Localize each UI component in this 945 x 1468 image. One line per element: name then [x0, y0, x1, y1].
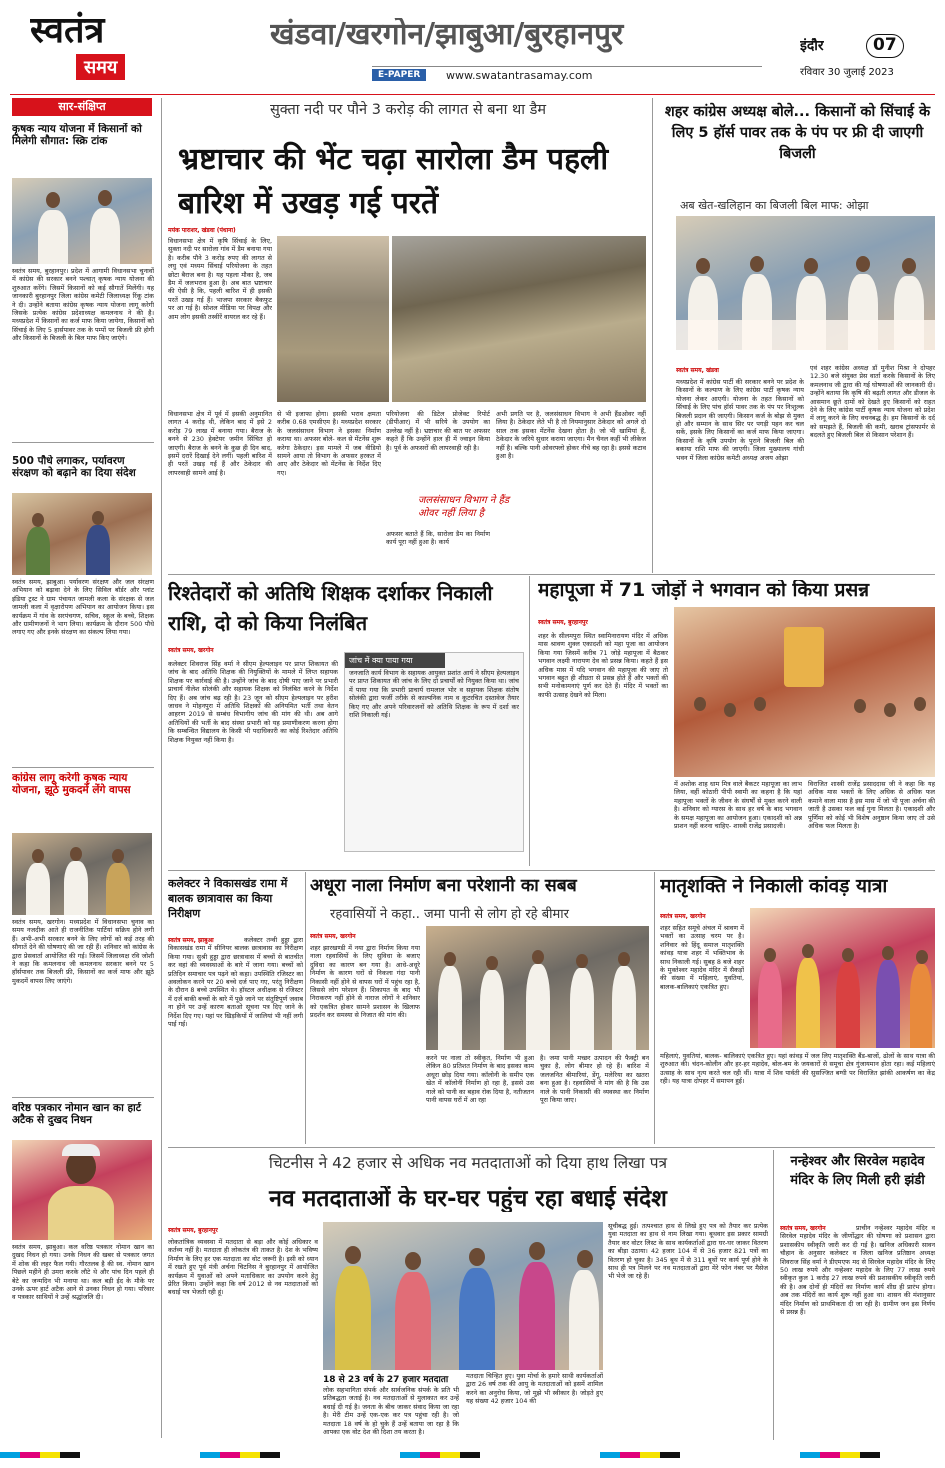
dam-col-5: अभी प्रगति पर है, जलसंसाधन विभाग ने अभी हैंडओवर नहीं लिया है। ठेकेदार लेते भी है तो नियमानुसार ठेकेदार को अगले दो साल तक इसका मेंटनेंस देखना होता है। जो भी खामियां हैं, ठेकेदार के जरिये सुधार कराया जाएगा। मैन चैनल कहीं भी लीकेज नहीं है। बल्कि पानी ओवरफ्लो होकर नीचे बह रहा है। इससे कटाव हुआ है। [496, 410, 646, 461]
sidebar-photo-2 [12, 493, 152, 575]
hostel-headline: कलेक्टर ने विकासखंड रामा में बालक छात्रावास का किया निरीक्षण [168, 877, 288, 920]
page-number: 07 [866, 34, 904, 58]
voters-headline: नव मतदाताओं के घर-घर पहुंच रहा बधाई संदेश [269, 1186, 667, 1212]
edition-cities: खंडवा/खरगोन/झाबुआ/बुरहानपुर [270, 18, 624, 52]
kanwar-photo [750, 908, 935, 1048]
hostel-byline: स्वतंत्र समय, झाबुआ [168, 937, 214, 944]
city-label: इंदौर [800, 38, 824, 54]
teacher-byline: स्वतंत्र समय, खरगोन [168, 647, 214, 654]
drain-photo [426, 926, 649, 1050]
congress-byline: स्वतंत्र समय, खंडवा [676, 367, 719, 374]
hrule-3 [168, 1147, 935, 1148]
dam-col-4: परियोजना की डिटेल प्रोजेक्ट रिपोर्ट (डीपीआर) में भी सरिये के उपयोग का उल्लेख नहीं है। भ्रष्टाचार की बात पर अफसर कहते हैं कि उन्होंने हाल ही में ज्वाइन किया है। पूर्व के अफसरों की लापरवाही रही है। [386, 410, 490, 452]
sidebar-story-3-body: स्वतंत्र समय, खरगोन। मध्यप्रदेश में विधानसभा चुनाव का समय नजदीक आते ही राजनीतिक पार्टियां सक्रिय होने लगी हैं। अभी-अभी सरकार बनने के लिए लोगों को कई तरह की सौगातें देने की घोषणाएं की जा रही हैं। शनिवार को कांग्रेस के द्वारा प्रेसवार्ता आयोजित की गई। जिसमें जिलाध्यक्ष रवि जोशी ने कहा कि कमलनाथ जी कमलनाथ सरकार बनने पर 5 हॉर्सपावर तक बिजली फ्री, किसानों का कर्ज माफ और झूठे मुकदमें वापस लिए जाएंगे। [12, 918, 154, 985]
dam-col-1: विधानसभा क्षेत्र में कृषि सिंचाई के लिए, सुक्ता नदी पर सारोला गांव में डैम बनाया गया है। करीब पौने 3 करोड़ रुपए की लागत से लघु एवं मध्यम सिंचाई परियोजना के तहत छोटा बैराज बना है। यह पहला मौका है, जब डैम में जलभराव हुआ है। अब बात भ्रष्टाचार की ऐसी है कि, पहली बारिश में ही इसकी परतें उखड़ गई हैं। भाजपा सरकार बैकफुट पर आ गई है। सोशल मीडिया पर विपक्ष और आम लोग इसकी तस्वीरें वायरल कर रहे हैं। [168, 237, 272, 321]
voters-col-3: मतदाता चिन्हित हुए। युवा मोर्चा के हमारे साथी कार्यकर्ताओं द्वारा 26 वर्ष तक की आयु के मतदाताओं को इसमें शामिल करने का अनुरोध किया, जो मुझे भी स्वीकार है। जोड़ते हुए यह संख्या 42 हजार 104 की [466, 1372, 603, 1406]
sidebar-story-1-headline: कृषक न्याय योजना में किसानों को मिलेगी सौगात: स्क्रि टांक [12, 123, 142, 148]
dam-byline: मयंक पाराशर, खंडवा (पंधाना) [168, 227, 236, 234]
kanwar-col-1: शहर सहित समूचे अंचल में श्रावण में भक्तों का उत्साह चरम पर है। शनिवार को हिंदू समाज मातृशक्ति कांवड़ यात्रा शहर में भक्तिभाव के साथ निकाली गई। सुबह 8 बजे शहर के मुक्तेश्वर महादेव मंदिर में सैकड़ों की संख्या में महिलाएं, युवतियां, बालक-बालिकाएं एकत्रित हुए। [660, 924, 744, 991]
hrule-1 [168, 574, 935, 575]
divider [12, 767, 154, 768]
teacher-box-body: जनजाति कार्य विभाग के सहायक आयुक्त प्रशांत आर्य ने सीएम हेल्पलाइन पर प्राप्त शिकायत की जांच के लिए दो प्रचार्यों को नियुक्त किया था। जांच में पाया गया कि प्रभारी प्राचार्य रामलाल भोर व सहायक शिक्षक संतोष सोलंकी द्वारा फर्जी तरीके से काल्पनिक नाम व कूटरचित दस्तावेज तैयार किए गए और अपने परिवारजनों को अतिथि शिक्षक के रूप में दर्शा कर राशि निकाली गई। [349, 669, 519, 720]
hrule-2 [168, 870, 935, 871]
voters-caption: 18 से 23 वर्ष के 27 हजार मतदाता [323, 1375, 449, 1385]
congress-photo [676, 216, 935, 350]
mahapuja-col-3: विराजित शास्त्री राजेंद्र प्रसाददास जी ने कहा कि यह अधिक मास भक्तों के लिए अधिक से अधिक फल कमाने वाला मास है इस मास में जो भी पूजा अर्चना की जाती है उसका फल कई गुना मिलता है। एकादशी और पूर्णिमा को कोई भी विशेष अनुष्ठान किया जाए तो उसे अधिक फल मिलता है। [808, 780, 935, 831]
sidebar-photo-3 [12, 833, 152, 915]
sidebar-photo-1 [12, 178, 152, 264]
drain-col-1: शहर झारखण्डी में नया द्वारा निर्माण किया गया नाला रहवासियों के लिए सुविधा के बजाए दुविधा का कारण बन गया है। आधे-अधूरे निर्माण के कारण घरों से निकला गंदा पानी निकासी नहीं होने से वापस घरों में पहुंच रहा है, जिससे लोग परेशान हैं। शिकायत के बाद भी निराकरण नहीं होने से नाराज लोगों ने शनिवार को एकत्रित होकर सामने प्रशासन के खिलाफ प्रदर्शन कर समस्या से निजात की मांग की। [310, 944, 420, 1020]
temple-body: प्राचीन नन्हेश्वर महादेव मंदिर व सिरवेल महादेव मंदिर के जीर्णोद्धार की घोषणा को प्रशासन द्वारा प्रशासकीय स्वीकृति जारी कर दी गई है। खनिज अधिकारी सावन चौहान के अनुसार कलेक्टर व जिला खनिज प्रतिष्ठान अध्यक्ष शिवराज सिंह वर्मा ने डीएमएफ मद से सिरवेल महादेव मंदिर के लिए 50 लाख रुपये और नन्हेश्वर महादेव के लिए 77 लाख रुपये स्वीकृत कुल 1 करोड़ 27 लाख रुपये की प्रशासकीय स्वीकृति जारी की है। अब दोनों ही मंदिरों का निर्माण कार्य शीघ्र ही प्रारंभ होगा। अब तक मंदिरों का कार्य शुरू नहीं हुआ था। शासन की मंशानुसार मंदिर निर्माण को प्राथमिकता दी जा रही है। ग्रामीण जन इस निर्णय से प्रसन्न हैं। [780, 1224, 935, 1317]
mahapuja-byline: स्वतंत्र समय, बुरहानपुर [538, 619, 588, 626]
congress-col-2: एवं शहर कांग्रेस अध्यक्ष डॉ मुनीश मिश्रा ने दोपहर 12.30 बजे संयुक्त प्रेस वार्ता करके किसानों के लिए कमलनाथ जी द्वारा की गई घोषणाओं की जानकारी दी। उन्होंने बताया कि कृषि की बढ़ती लागत और डीजल के आसमान छूते दामों को देखते हुए किसानों को राहत देने के लिए कांग्रेस पार्टी कृषक न्याय योजना को प्रदेश में लागू करने के लिए वचनबद्ध है। हम किसानों के दर्द को समझते हैं, बिजली की कमी, खराब ट्रांसफार्मर से बदलते हुए बिजली बिल से किसान परेशान हैं। [810, 364, 935, 440]
sidebar-label: सार-संक्षिप्त [12, 98, 152, 116]
mahapuja-headline: महापूजा में 71 जोड़ों ने भगवान को किया प्रसन्न [538, 580, 870, 601]
kanwar-byline: स्वतंत्र समय, खरगोन [660, 913, 706, 920]
mahapuja-photo [674, 607, 935, 777]
dam-pullquote: जलसंसाधन विभाग ने हैंड ओवर नहीं लिया है [418, 495, 510, 519]
date-box [790, 34, 920, 84]
sidebar-story-1-body: स्वतंत्र समय, बुरहानपुर। प्रदेश में आगामी विधानसभा चुनावों में कांग्रेस की सरकार बनने पश्चात् कृषक न्याय योजना की शुरुआत करेंगे। जिसमें किसानों को कई सौगातें मिलेंगी। यह जानकारी बुरहानपुर जिला कांग्रेस कमेटी जिलाध्यक्ष रिंकू टांक ने दी। उन्होंने बताया कांग्रेस कृषक न्याय योजना लागू करेगी जिसके प्रत्येक कांग्रेस प्रदेशाध्यक्ष कमलनाथ ने की है। मध्यप्रदेश में किसानों का कर्ज माफ किया जायेगा, किसानों को सिंचाई के लिए 5 हार्सपावर तक के पम्पों पर बिजली फ्री होगी और किसानों के बिजली के बिल माफ किए जाएंगे। [12, 267, 154, 343]
sidebar-photo-4 [12, 1140, 152, 1240]
sidebar-story-2-body: स्वतंत्र समय, झाबुआ। पर्यावरण संरक्षण और जल संरक्षण अभियान को बढ़ावा देने के लिए सिविल बॉर्डर और प्लांट इंडिया ट्रस्ट ने ग्राम पंचायत जामली कला के संरक्षक से जल जामली कला में वृक्षारोपण अभियान का आयोजन किया। इस कार्यक्रम में गांव के सरपंचगण, सचिव, स्कूल के बच्चे, शिक्षक और ग्रामीणजनों ने भाग लिया। कार्यक्रम के दौरान 500 पौधे लगाए गए और इनके संरक्षण का संकल्प लिया गया। [12, 578, 154, 637]
sidebar-vrule [161, 98, 162, 1438]
website-link[interactable]: www.swatantrasamay.com [446, 69, 593, 82]
congress-headline: शहर कांग्रेस अध्यक्ष बोले... किसानों को सिंचाई के लिए 5 हॉर्स पावर तक के पंप पर फ्री दी जाएगी बिजली [664, 104, 931, 162]
voters-col-4: सूचीबद्ध हुई। तत्पश्चात हाथ से लिखे हुए पत्र को तैयार कर प्रत्येक युवा मतदाता का हाथ से नाम लिखा गया। बूथवार इस प्रकार सामग्री तैयार कर वोटर लिस्ट के साथ कार्यकर्ताओं द्वारा घर-घर जाकर वितरण का बीड़ा उठाया। 42 हजार 104 में से 36 हजार 821 पत्रों का वितरण हो चुका है। 345 बूथ में से 311 बूथों पर कार्य पूर्ण होने के साथ ही पत्र मिलने पर नव मतदाताओं द्वारा मेरे फोन नंबर पर मैसेज भी भेजे जा रहे हैं। [608, 1222, 768, 1281]
hostel-body: कलेक्टर तन्वी हुड्डा द्वारा विकासखंड रामा में सीनियर बालक छात्रावास का निरीक्षण किया गया। सुश्री हुड्डा द्वारा छात्रावास में बच्चों से बातचीत कर वहां की व्यवस्थाओं के बारे में जाना गया। बच्चों को प्रतिदिन समाचार पत्र पढ़ने को कहा। उपस्थिति रजिस्टर का अवलोकन करने पर 20 बच्चे दर्ज पाए गए, परंतु निरीक्षण के दौरान 8 बच्चे उपस्थित थे। हॉस्टल अधीक्षक से रजिस्टर में दर्ज बाकी बच्चों के बारे में पूछे जाने पर संतुष्टिपूर्ण जवाब ना होने पर उन्हें कारण बताओ सूचना पत्र दिए जाने के निर्देश दिए गए। यहां पर खिड़कियों में जालियां भी नहीं लगी पाई गई। [168, 936, 303, 1029]
date-text: रविवार 30 जुलाई 2023 [800, 67, 894, 78]
vrule-4 [654, 872, 655, 1144]
center-vrule [652, 98, 653, 573]
teacher-box [344, 652, 524, 852]
voters-col-1: लोकतांत्रिक व्यवस्था में मतदाता से बड़ा और कोई अधिकार व कर्तव्य नहीं है। मतदाता ही लोकतंत्र की ताकत है। देश के भविष्य निर्माण के लिए हर एक मतदाता का वोट जरूरी है। इसी को ध्यान में रखते हुए पूर्व मंत्री अर्चना चिटनिस ने बुरहानपुर में आयोजित कार्यक्रम में युवाओं को अपने मताधिकार का उपयोग करने हेतु प्रेरित किया। उन्होंने कहा कि वर्ष 2012 से नव मतदाताओं को बधाई पत्र भेजती रही हूं। [168, 1238, 318, 1297]
sidebar-story-2-headline: 500 पौधे लगाकर, पर्यावरण संरक्षण को बढ़ाने का दिया संदेश [12, 455, 136, 480]
vrule-2 [529, 576, 530, 866]
vrule-5 [773, 1150, 774, 1440]
kanwar-body: महिलाएं, युवतियां, बालक- बालिकाएं एकत्रित हुए। यहां कांवड़ में जल लिए मातृशक्ति बैंड-बाजों, ढोलों के साथ यात्रा की शुरुआत की। चंदन-कोलीन और हर-हर महादेव, बोल-बम के जयकारों से समूचा क्षेत्र गुंजायमान होता रहा। कई महिलाएं उत्साह के साथ नृत्य करते चल रही थीं। यात्रा में शिव पार्वती की सुसज्जित बग्घी पर विराजित झांकी आकर्षण का केंद्र रही। यह यात्रा दोपहर में समापन हुई। [660, 1052, 935, 1086]
sidebar-story-4-body: स्वतंत्र समय, झाबुआ। कल वरिष्ठ पत्रकार नोमान खान का दुखद निधन हो गया। उनके निधन की खबर से पत्रकार जगत में शोक की लहर फैल गयी। गौरतलब है की स्व. नोमान खान पिछले महीने ही उमरा करके लौटे थे और पांच दिन पहले ही बेटे का जन्मदिन भी मनाया था। कल बड़ी ईद के मौके पर उनके ऊपर हार्ट अटैक आने से उनका निधन हो गया। परिवार व पत्रकार साथियों ने उन्हें श्रद्धांजलि दी। [12, 1243, 154, 1302]
epaper-bar [372, 66, 762, 82]
drain-byline: स्वतंत्र समय, खरगोन [310, 933, 356, 940]
masthead-rule [10, 94, 935, 95]
teacher-headline: रिश्तेदारों को अतिथि शिक्षक दर्शाकर निकाली राशि, दो को किया निलंबित [168, 581, 493, 635]
divider [12, 442, 154, 443]
voters-kicker: चिटनीस ने 42 हजार से अधिक नव मतदाताओं को दिया हाथ लिखा पत्र [268, 1154, 668, 1172]
drain-headline: अधूरा नाला निर्माण बना परेशानी का सबब [310, 876, 577, 896]
sidebar-story-3-headline: कांग्रेस लागू करेगी कृषक न्याय योजना, झूठे मुकदमें लेंगे वापस [12, 772, 131, 797]
masthead [0, 0, 945, 95]
divider [12, 1097, 154, 1098]
dam-photo-2 [392, 236, 646, 402]
logo [30, 8, 160, 88]
temple-headline: नन्हेश्वर और सिरवेल महादेव मंदिर के लिए मिली हरी झंडी [790, 1154, 925, 1188]
teacher-body: कलेक्टर शिवराज सिंह वर्मा ने सीएम हेल्पलाइन पर प्राप्त शिकायत की जांच के बाद अतिथि शिक्षक की नियुक्तियों के मामले में लिप्त सहायक शिक्षक पर कार्रवाई की है। उन्होंने जांच के बाद दोषी पाए जाने पर प्रभारी प्राचार्य नीलेश सोलंकी और सहायक शिक्षक को निलंबित करने के निर्देश दिए हैं। अब जांच बढ़ रही है। 23 जून को सीएम हेल्पलाइन पर हरीश जाधव ने मोहनपुरा में अतिथि शिक्षकों की अनियमित भर्ती तथा वेतन आहरण 2019 से सम्बंध विभागीय जांच की मांग की थी। अब आगे अतिथियों की भर्ती के बाद संस्था प्रभारी को यह प्रमाणीकरण करना होगा कि सम्बन्धित विद्यालय के किसी भी पदाधिकारी का कोई रिश्तेदार अतिथि शिक्षक नियुक्त नहीं किया है। [168, 660, 338, 744]
vrule-3 [305, 872, 306, 1144]
voters-byline: स्वतंत्र समय, बुरहानपुर [168, 1227, 218, 1234]
logo-bottom: समय [76, 54, 125, 80]
kanwar-headline: मातृशक्ति ने निकाली कांवड़ यात्रा [660, 876, 888, 897]
dam-headline: भ्रष्टाचार की भेंट चढ़ा सारोला डैम पहली बारिश में उखड़ गई परतें [178, 142, 609, 221]
logo-top: स्वतंत्र [30, 9, 105, 51]
voters-col-2: लोक सहभागिता संपर्क और सार्वजनिक संपर्क के प्रति भी प्रतिबद्धता जताई है। नव मतदाताओं से मुलाकात कर उन्हें बधाई दी गई है। जनता के बीच जाकर संवाद किया जा रहा है। मेरी टीम उन्हें एक-एक कर पत्र पहुंचा रही है। जो मतदाता 18 वर्ष के हो चुके हैं उन्हें बताया जा रहा है कि आपका एक वोट देश की दिशा तय करता है। [323, 1386, 459, 1437]
dam-photo-1 [277, 236, 389, 402]
drain-subhead: रहवासियों ने कहा.. जमा पानी से लोग हो रहे बीमार [330, 907, 569, 922]
registration-strip [0, 1452, 945, 1458]
mahapuja-col-2: में अशोक शाह धाम मित्र वाले बैकटर महापूजा का लाभ लिया, वहीं कोठारी पीपी स्वामी का कहना है कि यहां महापूजा भक्तों के जीवन के संघर्षों से मुक्त करने वाली है। शनिवार को ग्यारस के साथ हर वर्ष के बाद भगवान के समक्ष महापूजा का आयोजन हुआ। एकादशी को अन्न प्राशन नहीं करना चाहिए- शास्त्री राजेंद्र प्रसादजी। [674, 780, 802, 831]
teacher-box-title: जांच में क्या पाया गया [345, 653, 445, 668]
drain-col-3: है। जमा पानी मच्छर उत्पादन की फैक्ट्री बन चुका है, लोग बीमार हो रहे हैं। बारिश में जलजनित बीमारियां, डेंगू, मलेरिया का खतरा बना हुआ है। रहवासियों ने मांग की है कि उस नाले के पानी निकासी की व्यवस्था कर निर्माण पूरा किया जाए। [540, 1054, 649, 1105]
congress-subhead: अब खेत-खलिहान का बिजली बिल माफ: ओझा [680, 199, 869, 212]
drain-col-2: करने पर नाला तो स्वीकृत, निर्माण भी हुआ लेकिन 80 प्रतिशत निर्माण के बाद इसका काम अधूरा छोड़ दिया गया। कॉलोनी के समीप एक खेत में कॉलोनी निर्माण हो रहा है, इससे उस नाले को पानी का बहाव रोक दिया है, नतीजतन पानी वापस घरों में आ रहा [426, 1054, 534, 1105]
voters-photo [323, 1222, 603, 1370]
temple-byline: स्वतंत्र समय, खरगोन [780, 1225, 826, 1232]
mahapuja-col-1: शहर के सीलमपुरा स्थित स्वामिनारायण मंदिर में अधिक मास श्रावण शुक्ल एकादशी को महा पूजा का आयोजन किया गया जिसमें करीब 71 जोड़े महापूजा में बैठकर भगवान लक्ष्मी नारायण देव को प्रसन्न किया। कहते हैं इस अधिक मास में यदि भगवान की महापूजा की जाए तो भगवान बहुत ही शीघ्रता से प्रसन्न होते हैं और भक्तों की सभी मनोकामनाएं पूर्ण कर देते हैं। मंदिर में भक्तों का काफी उत्साह देखने को मिला। [538, 632, 668, 699]
dam-col-2: विधानसभा क्षेत्र में पूर्व में इसकी अनुमानित लागत 4 करोड़ थी, लेकिन बाद में इसे 2 करोड़ 79 लाख में बनाया गया। बैराज के बनने से 230 हेक्टेयर जमीन सिंचित हो जाएगी। बैराज के बनने के कुछ ही दिन बाद, इसमें दरारें दिखाई देने लगीं। पहली बारिश में ही परतें उखड़ गईं हैं और ठेकेदार की लापरवाही सामने आई है। [168, 410, 272, 477]
epaper-label: E-PAPER [372, 69, 426, 81]
dam-col-4b: अफसर बताते हैं कि, सारोला डैम का निर्माण कार्य पूरा नहीं हुआ है। कार्य [386, 530, 490, 547]
dam-kicker: सुक्ता नदी पर पौने 3 करोड़ की लागत से बना था डैम [269, 102, 547, 118]
dam-col-3: से भी इजाफा होगा। इसकी भराव क्षमता करीब 0.68 एमसीएम है। मध्यप्रदेश सरकार के जलसंसाधन विभाग ने इसका निर्माण कराया था। अफसर बोले- कल से मेंटनेंस शुरू करेगा ठेकेदार। इस मामले में जब वीडियो सामने आया तो विभाग के अफसर हरकत में आए और ठेकेदार को मेंटनेंस के निर्देश दिए गए। [277, 410, 381, 477]
congress-col-1: मध्यप्रदेश में कांग्रेस पार्टी की सरकार बनने पर प्रदेश के किसानों के कल्याण के लिए कांग्रेस पार्टी कृषक न्याय योजना लेकर आएगी। योजना के तहत किसानों को सिंचाई के लिए पांच हॉर्स पावर तक के पंप पर निःशुल्क बिजली प्रदान की जाएगी। किसान कर्ज के बोझ से मुक्त हो और सम्मान के साथ सिर पर पगड़ी पहन कर चल सकें, इसके लिए किसानों का कर्ज माफ किया जाएगा। किसानों के कृषि उपयोग के पुराने बिजली बिल की बकाया राशि माफ की जाएगी। जिला मुख्यालय गांधी भवन में जिला कांग्रेस कमेटी अध्यक्ष अजय ओझा [676, 378, 804, 462]
sidebar-story-4-headline: वरिष्ठ पत्रकार नोमान खान का हार्ट अटैक से दुखद निधन [12, 1102, 142, 1127]
